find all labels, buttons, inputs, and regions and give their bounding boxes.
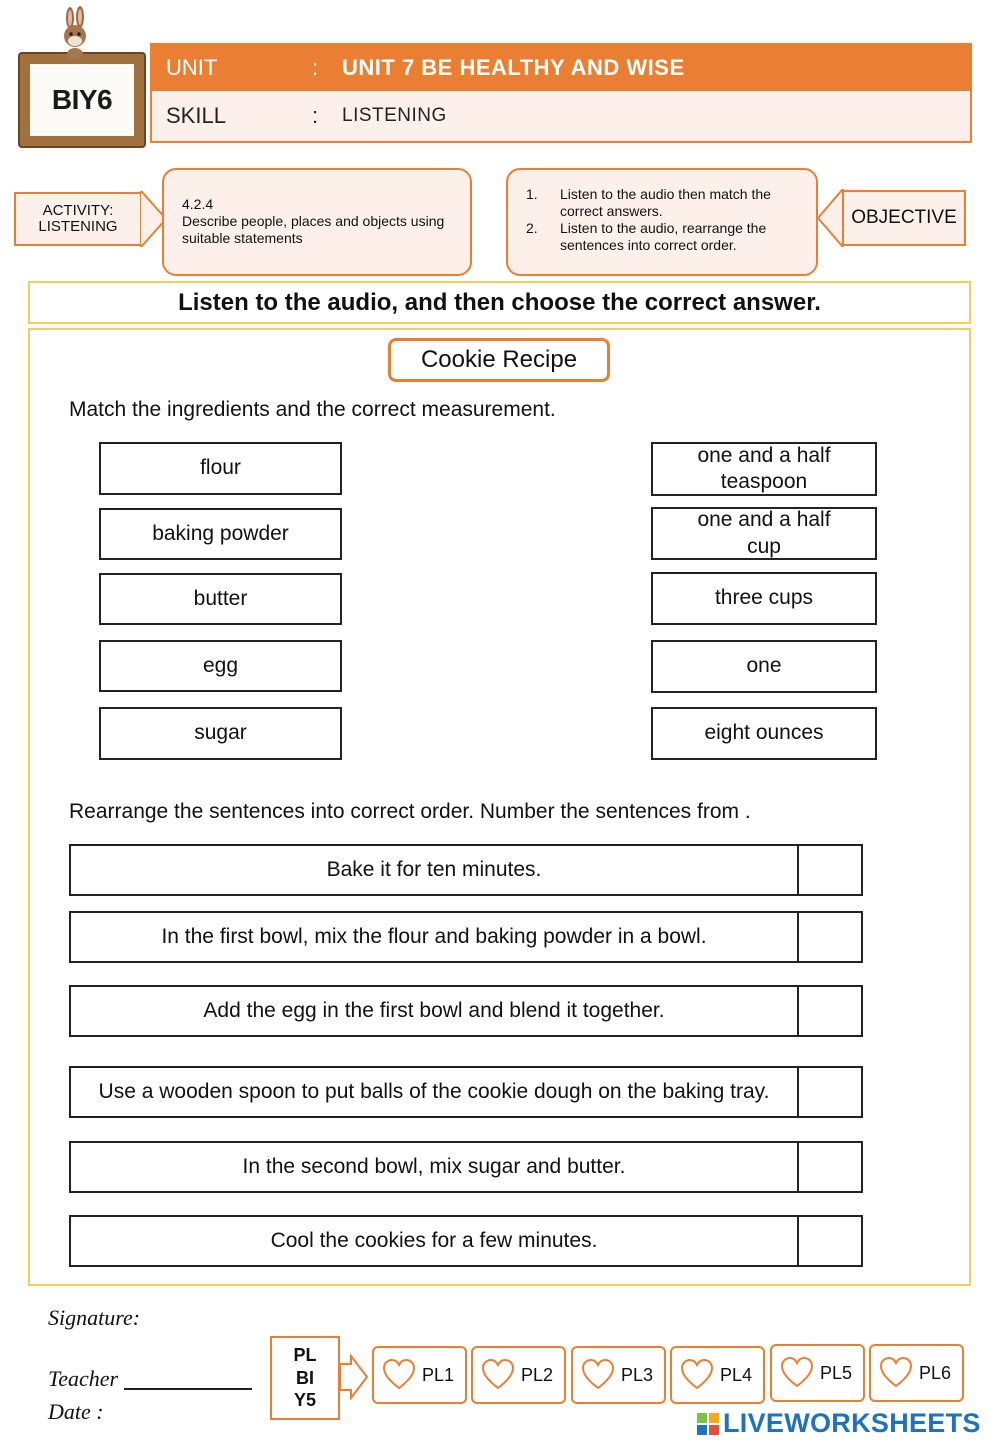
measurement-box[interactable]: one: [651, 640, 877, 693]
sequence-prompt: Rearrange the sentences into correct order. Number the sentences from .: [69, 800, 751, 823]
order-number-input[interactable]: [797, 846, 861, 894]
level-label: PL3: [621, 1364, 654, 1385]
sentence-text: Bake it for ten minutes.: [326, 857, 542, 881]
pl1-level[interactable]: [372, 1346, 467, 1404]
skill-label: SKILL: [166, 103, 226, 128]
sentence-text: In the second bowl, mix sugar and butter.: [242, 1154, 626, 1178]
sentence-row: [69, 1141, 863, 1193]
heart-icon: [481, 1358, 515, 1392]
activity-line-1: ACTIVITY:: [42, 201, 114, 219]
level-label: PL2: [521, 1364, 554, 1385]
sentence-row: [69, 911, 863, 963]
teacher-signature-line: [124, 1388, 252, 1390]
biy6-logo: [18, 52, 146, 148]
measurement-box[interactable]: three cups: [651, 572, 877, 625]
unit-title: UNIT 7 BE HEALTHY AND WISE: [342, 55, 685, 80]
heart-icon: [382, 1358, 416, 1392]
sentence-row: [69, 1066, 863, 1118]
heart-icon: [780, 1356, 814, 1390]
heart-icon: [680, 1358, 714, 1392]
skill-value: LISTENING: [342, 105, 447, 126]
pl4-level[interactable]: [670, 1346, 765, 1404]
recipe-title: Cookie Recipe: [388, 338, 610, 382]
liveworksheets-blocks-icon: [697, 1413, 719, 1435]
arrow-right-icon: [339, 1354, 369, 1400]
sentence-text: Add the egg in the first bowl and blend it together.: [203, 998, 665, 1022]
heart-icon: [581, 1358, 615, 1392]
unit-row: [152, 45, 970, 91]
ingredient-box[interactable]: sugar: [99, 707, 342, 760]
level-label: PL5: [820, 1362, 853, 1383]
ingredient-box[interactable]: egg: [99, 640, 342, 692]
pl5-level[interactable]: [770, 1344, 865, 1402]
order-number-input[interactable]: [797, 913, 861, 961]
level-label: PL1: [422, 1364, 455, 1385]
standard-text: Describe people, places and objects using suitable statements: [182, 213, 445, 247]
pl2-level[interactable]: [471, 1346, 566, 1404]
measurement-box[interactable]: eight ounces: [651, 707, 877, 760]
liveworksheets-logo: [697, 1408, 981, 1439]
order-number-input[interactable]: [797, 987, 861, 1035]
instruction-banner: Listen to the audio, and then choose the correct answer.: [28, 281, 971, 324]
objective-item: 2. Listen to the audio, rearrange the sentences into correct order.: [526, 220, 767, 254]
order-number-input[interactable]: [797, 1143, 861, 1191]
activity-line-2: LISTENING: [38, 218, 118, 235]
learning-standard: [162, 168, 472, 276]
objective-item: 1. Listen to the audio then match the correct answers.: [526, 186, 771, 220]
sentence-text: In the first bowl, mix the flour and baking powder in a bowl.: [161, 924, 707, 948]
teacher-label: Teacher: [48, 1366, 119, 1391]
ingredient-box[interactable]: flour: [99, 442, 342, 495]
signature-label: Signature:: [48, 1305, 141, 1330]
order-number-input[interactable]: [797, 1217, 861, 1265]
date-label: Date :: [48, 1399, 104, 1424]
sentence-row: [69, 985, 863, 1037]
pl6-level[interactable]: [869, 1344, 964, 1402]
pl-box: PL BI Y5: [270, 1336, 340, 1420]
ingredient-box[interactable]: baking powder: [99, 508, 342, 560]
objective-label: OBJECTIVE: [842, 190, 966, 246]
arrow-left-icon: [816, 188, 844, 248]
match-prompt: Match the ingredients and the correct measurement.: [69, 398, 556, 421]
heart-icon: [879, 1356, 913, 1390]
measurement-box[interactable]: one and a half teaspoon: [651, 442, 877, 496]
level-label: PL4: [720, 1364, 753, 1385]
pl3-level[interactable]: [571, 1346, 666, 1404]
measurement-box[interactable]: one and a half cup: [651, 507, 877, 560]
brand-text: LIVEWORKSHEETS: [723, 1408, 981, 1438]
sentence-row: [69, 1215, 863, 1267]
logo-text: BIY6: [51, 84, 113, 115]
activity-label: [14, 192, 142, 246]
order-number-input[interactable]: [797, 1068, 861, 1116]
level-label: PL6: [919, 1362, 952, 1383]
rabbit-mascot-icon: [56, 6, 96, 62]
unit-label: UNIT: [166, 55, 218, 80]
sentence-row: [69, 844, 863, 896]
unit-header: [150, 43, 972, 143]
unit-colon: :: [311, 55, 319, 80]
sentence-text: Use a wooden spoon to put balls of the cookie dough on the baking tray.: [98, 1079, 770, 1103]
standard-code: 4.2.4: [182, 196, 214, 212]
objective-list: [506, 168, 818, 276]
skill-colon: :: [311, 103, 319, 128]
skill-row: [152, 91, 970, 141]
sentence-text: Cool the cookies for a few minutes.: [270, 1228, 598, 1252]
ingredient-box[interactable]: butter: [99, 573, 342, 625]
